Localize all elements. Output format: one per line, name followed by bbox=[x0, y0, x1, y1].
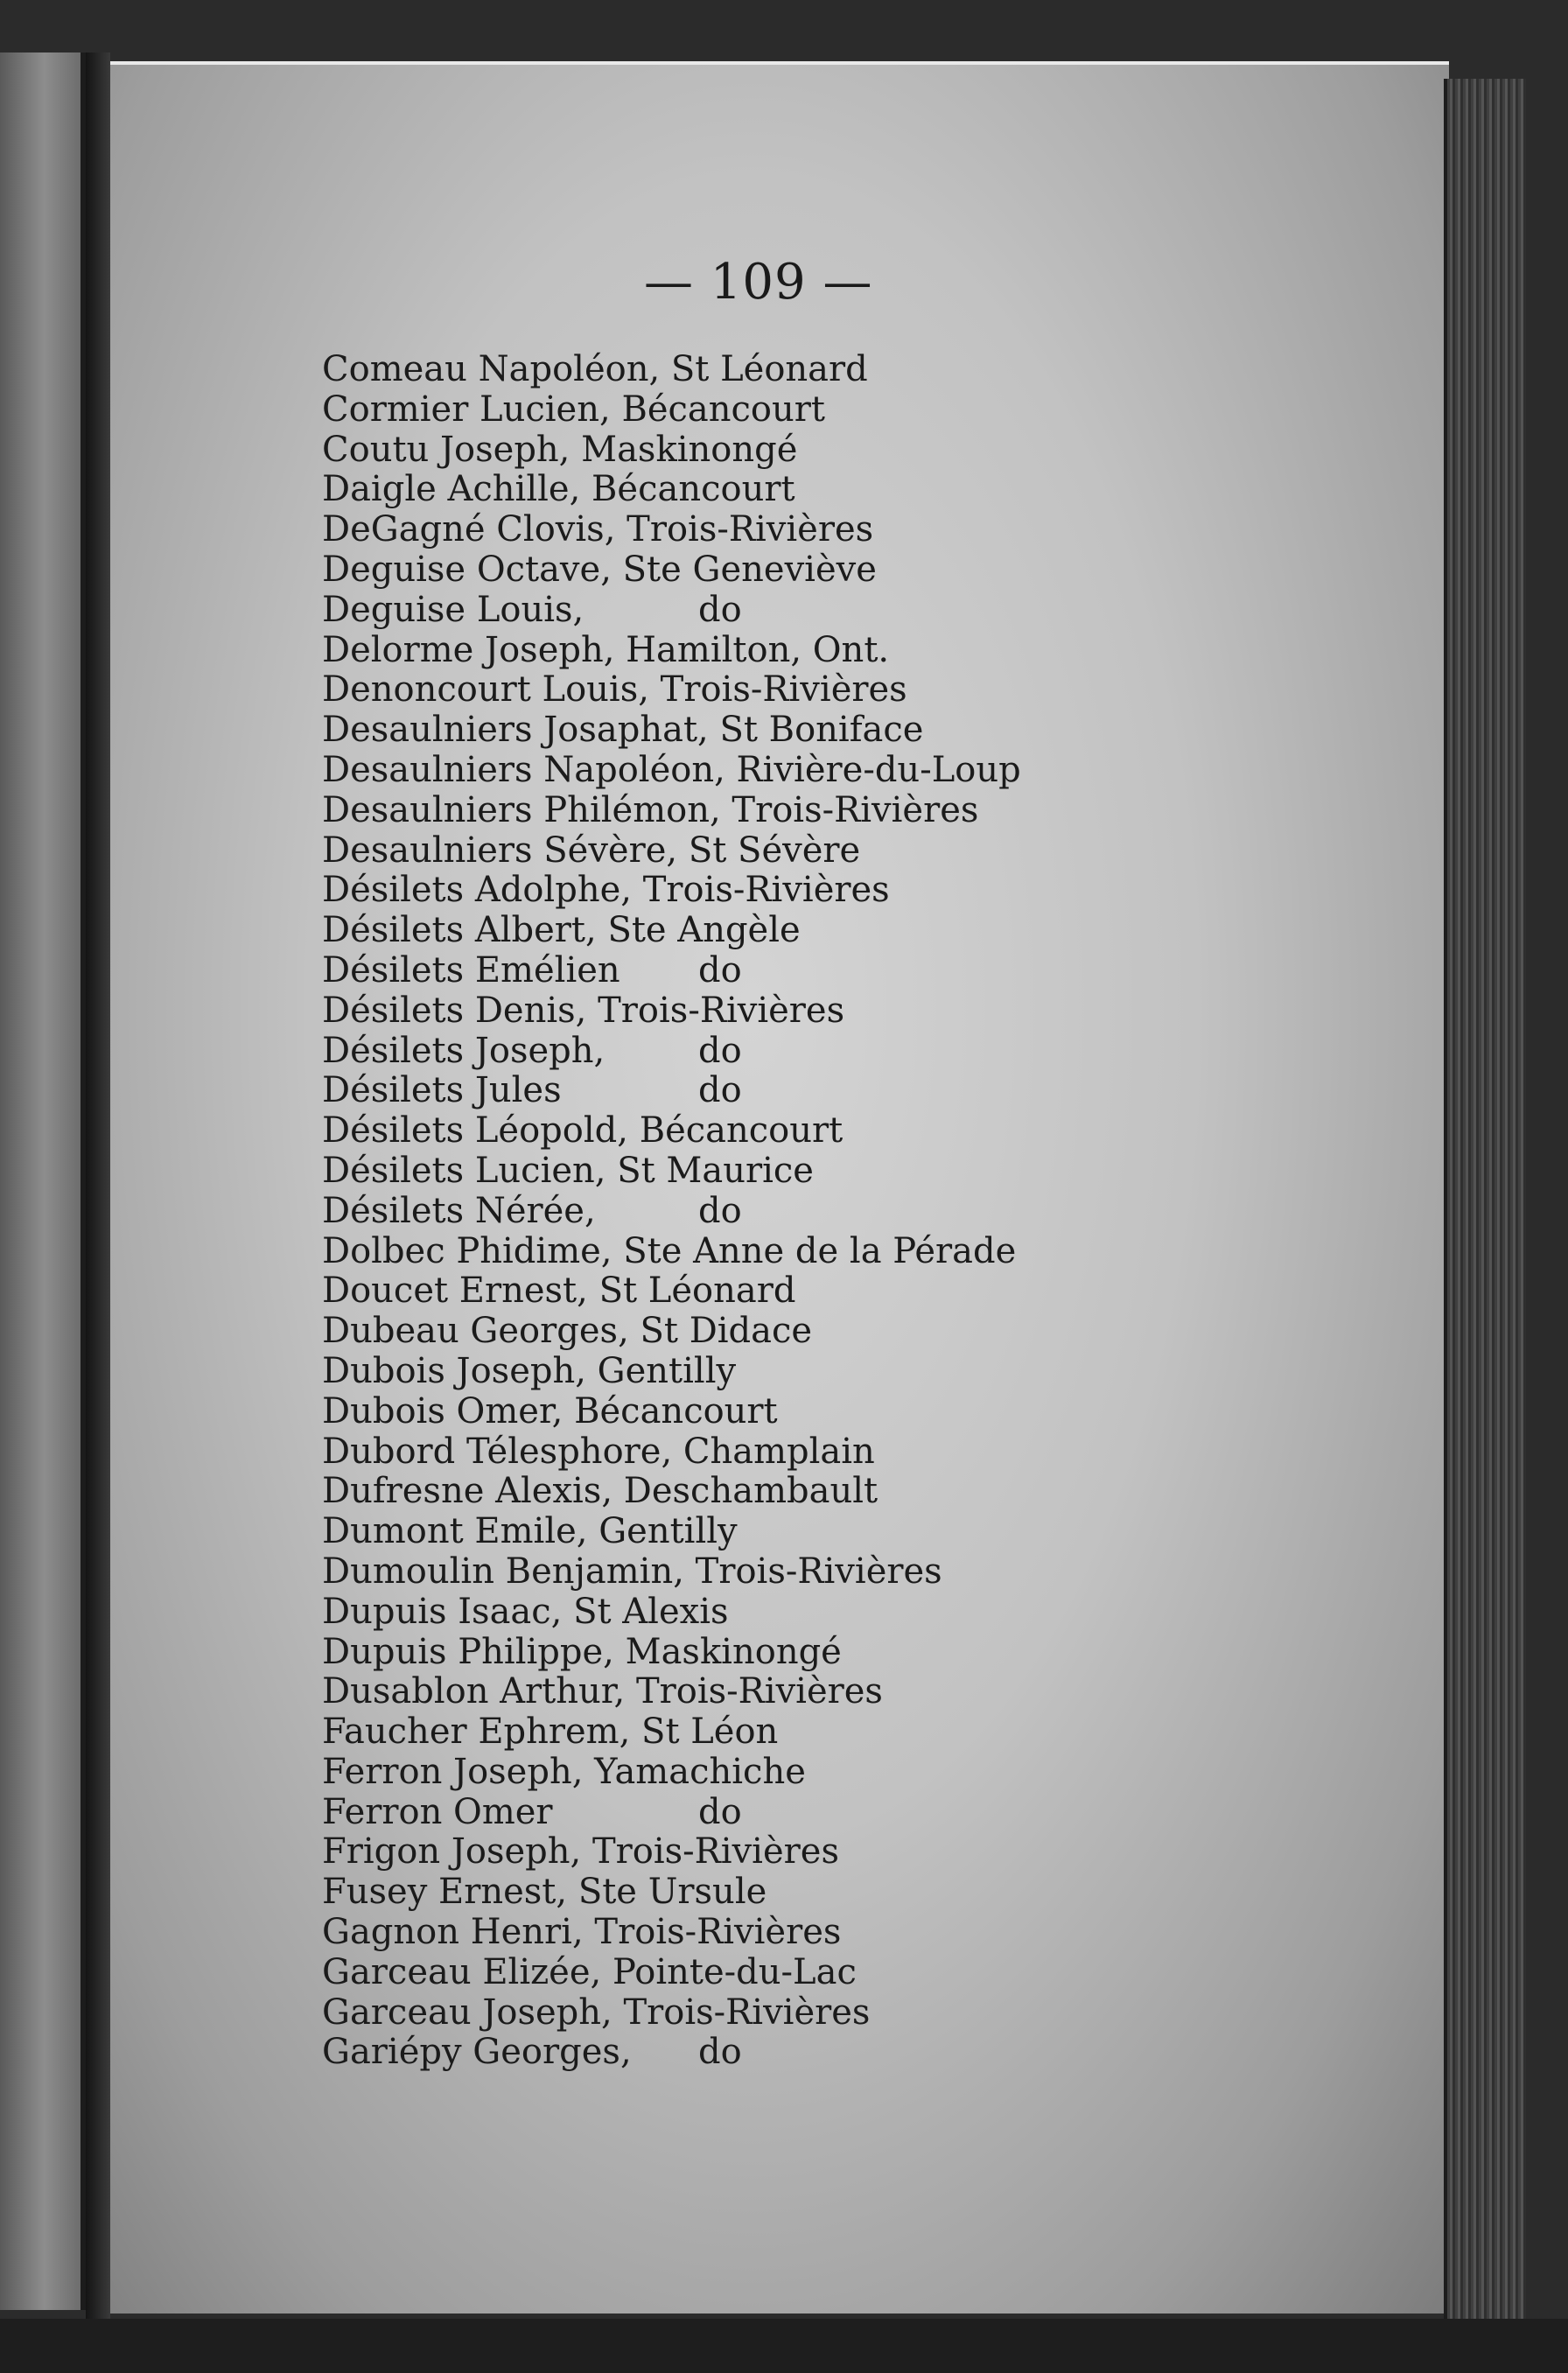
list-entry bbox=[322, 710, 1021, 751]
page-number: — 109 — bbox=[644, 254, 873, 311]
entry-name: Désilets Joseph, bbox=[322, 1030, 606, 1071]
entry-name: Ferron Omer bbox=[322, 1791, 553, 1832]
entry-place: Maskinongé bbox=[625, 1631, 842, 1672]
entry-place: Gentilly bbox=[598, 1511, 738, 1552]
list-entry bbox=[322, 1672, 1021, 1712]
entry-place: Trois-Rivières bbox=[732, 789, 979, 830]
page-stack-edge bbox=[1444, 79, 1526, 2319]
list-entry bbox=[322, 1993, 1021, 2034]
entry-name: Delorme Joseph, bbox=[322, 629, 615, 670]
entry-name: Cormier Lucien, bbox=[322, 388, 611, 430]
list-entry bbox=[322, 1592, 1021, 1633]
entry-place: Ste Geneviève bbox=[622, 549, 877, 590]
list-entry bbox=[322, 751, 1021, 791]
entry-name: Dumont Emile, bbox=[322, 1511, 588, 1552]
list-entry bbox=[322, 1392, 1021, 1432]
entry-name: Gagnon Henri, bbox=[322, 1912, 584, 1953]
entry-place: Ste Anne de la Pérade bbox=[623, 1230, 1017, 1271]
entry-place: Trois-Rivières bbox=[598, 990, 845, 1031]
entry-place: St Léon bbox=[641, 1712, 779, 1753]
entry-name: Frigon Joseph, bbox=[322, 1831, 582, 1872]
entry-place: Champlain bbox=[682, 1431, 875, 1472]
entry-name: Désilets Albert, bbox=[322, 910, 597, 951]
entry-place-ditto: do bbox=[698, 589, 742, 630]
list-entry bbox=[322, 1512, 1021, 1552]
list-entry bbox=[322, 1192, 1021, 1232]
entry-place: St Maurice bbox=[617, 1150, 814, 1191]
list-entry bbox=[322, 510, 1021, 550]
entry-place: Gentilly bbox=[597, 1350, 737, 1391]
entry-name: Désilets Emélien bbox=[322, 949, 620, 990]
list-entry bbox=[322, 1712, 1021, 1753]
list-entry bbox=[322, 1352, 1021, 1392]
entry-name: Dubord Télesphore, bbox=[322, 1431, 673, 1472]
list-entry bbox=[322, 1633, 1021, 1673]
list-entry bbox=[322, 911, 1021, 951]
entry-place: Bécancourt bbox=[639, 1110, 844, 1152]
entry-name: Fusey Ernest, bbox=[322, 1872, 568, 1913]
entry-place-ditto: do bbox=[698, 2032, 742, 2073]
entry-name: Dubeau Georges, bbox=[322, 1311, 629, 1352]
entry-name: Dubois Joseph, bbox=[322, 1350, 586, 1391]
entry-place: Rivière-du-Loup bbox=[736, 749, 1021, 790]
entry-place: Trois-Rivières bbox=[626, 509, 874, 550]
entry-place: Pointe-du-Lac bbox=[612, 1951, 857, 1992]
list-entry bbox=[322, 1111, 1021, 1152]
entry-name: Deguise Louis, bbox=[322, 589, 584, 630]
entry-place: Trois-Rivières bbox=[592, 1831, 839, 1872]
scan-border bbox=[0, 2319, 1568, 2373]
list-entry bbox=[322, 1753, 1021, 1793]
entry-name: Desaulniers Philémon, bbox=[322, 789, 721, 830]
entry-place: Hamilton, Ont. bbox=[626, 629, 890, 670]
entry-place: Ste Angèle bbox=[607, 910, 801, 951]
entry-place: St Léonard bbox=[670, 349, 868, 389]
entry-name: Doucet Ernest, bbox=[322, 1270, 588, 1312]
entry-place: Bécancourt bbox=[592, 469, 795, 510]
entry-name: Désilets Adolphe, bbox=[322, 870, 632, 911]
list-entry bbox=[322, 1793, 1021, 1833]
entry-name: Denoncourt Louis, bbox=[322, 669, 649, 710]
entry-name: Désilets Lucien, bbox=[322, 1150, 606, 1191]
book-gutter bbox=[86, 52, 110, 2328]
list-entry bbox=[322, 591, 1021, 631]
list-entry bbox=[322, 1032, 1021, 1072]
entry-place-ditto: do bbox=[698, 1190, 742, 1231]
entry-place: St Alexis bbox=[573, 1591, 729, 1632]
entry-place-ditto: do bbox=[698, 1030, 742, 1071]
list-entry bbox=[322, 430, 1021, 471]
entry-name: Ferron Joseph, bbox=[322, 1751, 584, 1792]
entry-place: St Sévère bbox=[688, 830, 861, 871]
entry-place: Trois-Rivières bbox=[642, 870, 890, 911]
entry-place: Trois-Rivières bbox=[594, 1912, 842, 1953]
entry-name: Désilets Jules bbox=[322, 1070, 562, 1111]
entry-place: Trois-Rivières bbox=[695, 1550, 942, 1592]
entry-name: Dupuis Isaac, bbox=[322, 1591, 563, 1632]
facing-page-edge bbox=[0, 52, 86, 2310]
list-entry bbox=[322, 791, 1021, 831]
list-entry bbox=[322, 1271, 1021, 1312]
list-entry bbox=[322, 2033, 1021, 2073]
list-entry bbox=[322, 951, 1021, 991]
entry-name: Dusablon Arthur, bbox=[322, 1671, 626, 1712]
entry-place: St Léonard bbox=[598, 1270, 796, 1312]
list-entry bbox=[322, 670, 1021, 710]
list-entry bbox=[322, 831, 1021, 872]
entry-place: Trois-Rivières bbox=[623, 1992, 871, 2033]
list-entry bbox=[322, 1472, 1021, 1512]
entry-place: Ste Ursule bbox=[578, 1872, 767, 1913]
entry-place-ditto: do bbox=[698, 1791, 742, 1832]
entry-name: Dolbec Phidime, bbox=[322, 1230, 612, 1271]
list-entry bbox=[322, 871, 1021, 911]
entry-name: Desaulniers Sévère, bbox=[322, 830, 678, 871]
name-list bbox=[322, 350, 1021, 2073]
list-entry bbox=[322, 1552, 1021, 1592]
entry-name: Desaulniers Napoléon, bbox=[322, 749, 725, 790]
entry-name: Daigle Achille, bbox=[322, 469, 581, 510]
list-entry bbox=[322, 390, 1021, 430]
entry-place: Bécancourt bbox=[621, 388, 825, 430]
list-entry bbox=[322, 1432, 1021, 1473]
entry-name: Comeau Napoléon, bbox=[322, 349, 661, 389]
entry-name: Désilets Léopold, bbox=[322, 1110, 628, 1152]
entry-place: Trois-Rivières bbox=[660, 669, 907, 710]
entry-name: Dumoulin Benjamin, bbox=[322, 1550, 684, 1592]
entry-name: Garceau Joseph, bbox=[322, 1992, 612, 2033]
list-entry bbox=[322, 1232, 1021, 1272]
entry-place: St Didace bbox=[640, 1311, 813, 1352]
list-entry bbox=[322, 1872, 1021, 1913]
list-entry bbox=[322, 350, 1021, 390]
entry-name: Dupuis Philippe, bbox=[322, 1631, 614, 1672]
entry-name: DeGagné Clovis, bbox=[322, 509, 616, 550]
list-entry bbox=[322, 550, 1021, 591]
list-entry bbox=[322, 1152, 1021, 1192]
entry-place-ditto: do bbox=[698, 949, 742, 990]
entry-name: Dufresne Alexis, bbox=[322, 1471, 613, 1512]
entry-place: Maskinongé bbox=[581, 429, 798, 470]
entry-place: Bécancourt bbox=[574, 1390, 778, 1432]
list-entry bbox=[322, 1832, 1021, 1872]
entry-name: Dubois Omer, bbox=[322, 1390, 564, 1432]
list-entry bbox=[322, 631, 1021, 671]
list-entry bbox=[322, 991, 1021, 1032]
entry-name: Garceau Elizée, bbox=[322, 1951, 602, 1992]
entry-place: Deschambault bbox=[623, 1471, 878, 1512]
list-entry bbox=[322, 470, 1021, 510]
entry-name: Coutu Joseph, bbox=[322, 429, 570, 470]
entry-name: Deguise Octave, bbox=[322, 549, 612, 590]
entry-place: Yamachiche bbox=[594, 1751, 806, 1792]
list-entry bbox=[322, 1953, 1021, 1993]
entry-place: St Boniface bbox=[719, 710, 924, 751]
entry-place: Trois-Rivières bbox=[635, 1671, 883, 1712]
entry-name: Désilets Denis, bbox=[322, 990, 587, 1031]
entry-name: Désilets Nérée, bbox=[322, 1190, 596, 1231]
list-entry bbox=[322, 1913, 1021, 1953]
entry-name: Desaulniers Josaphat, bbox=[322, 710, 709, 751]
entry-name: Gariépy Georges, bbox=[322, 2032, 632, 2073]
list-entry bbox=[322, 1071, 1021, 1111]
entry-name: Faucher Ephrem, bbox=[322, 1712, 631, 1753]
entry-place-ditto: do bbox=[698, 1070, 742, 1111]
list-entry bbox=[322, 1312, 1021, 1352]
